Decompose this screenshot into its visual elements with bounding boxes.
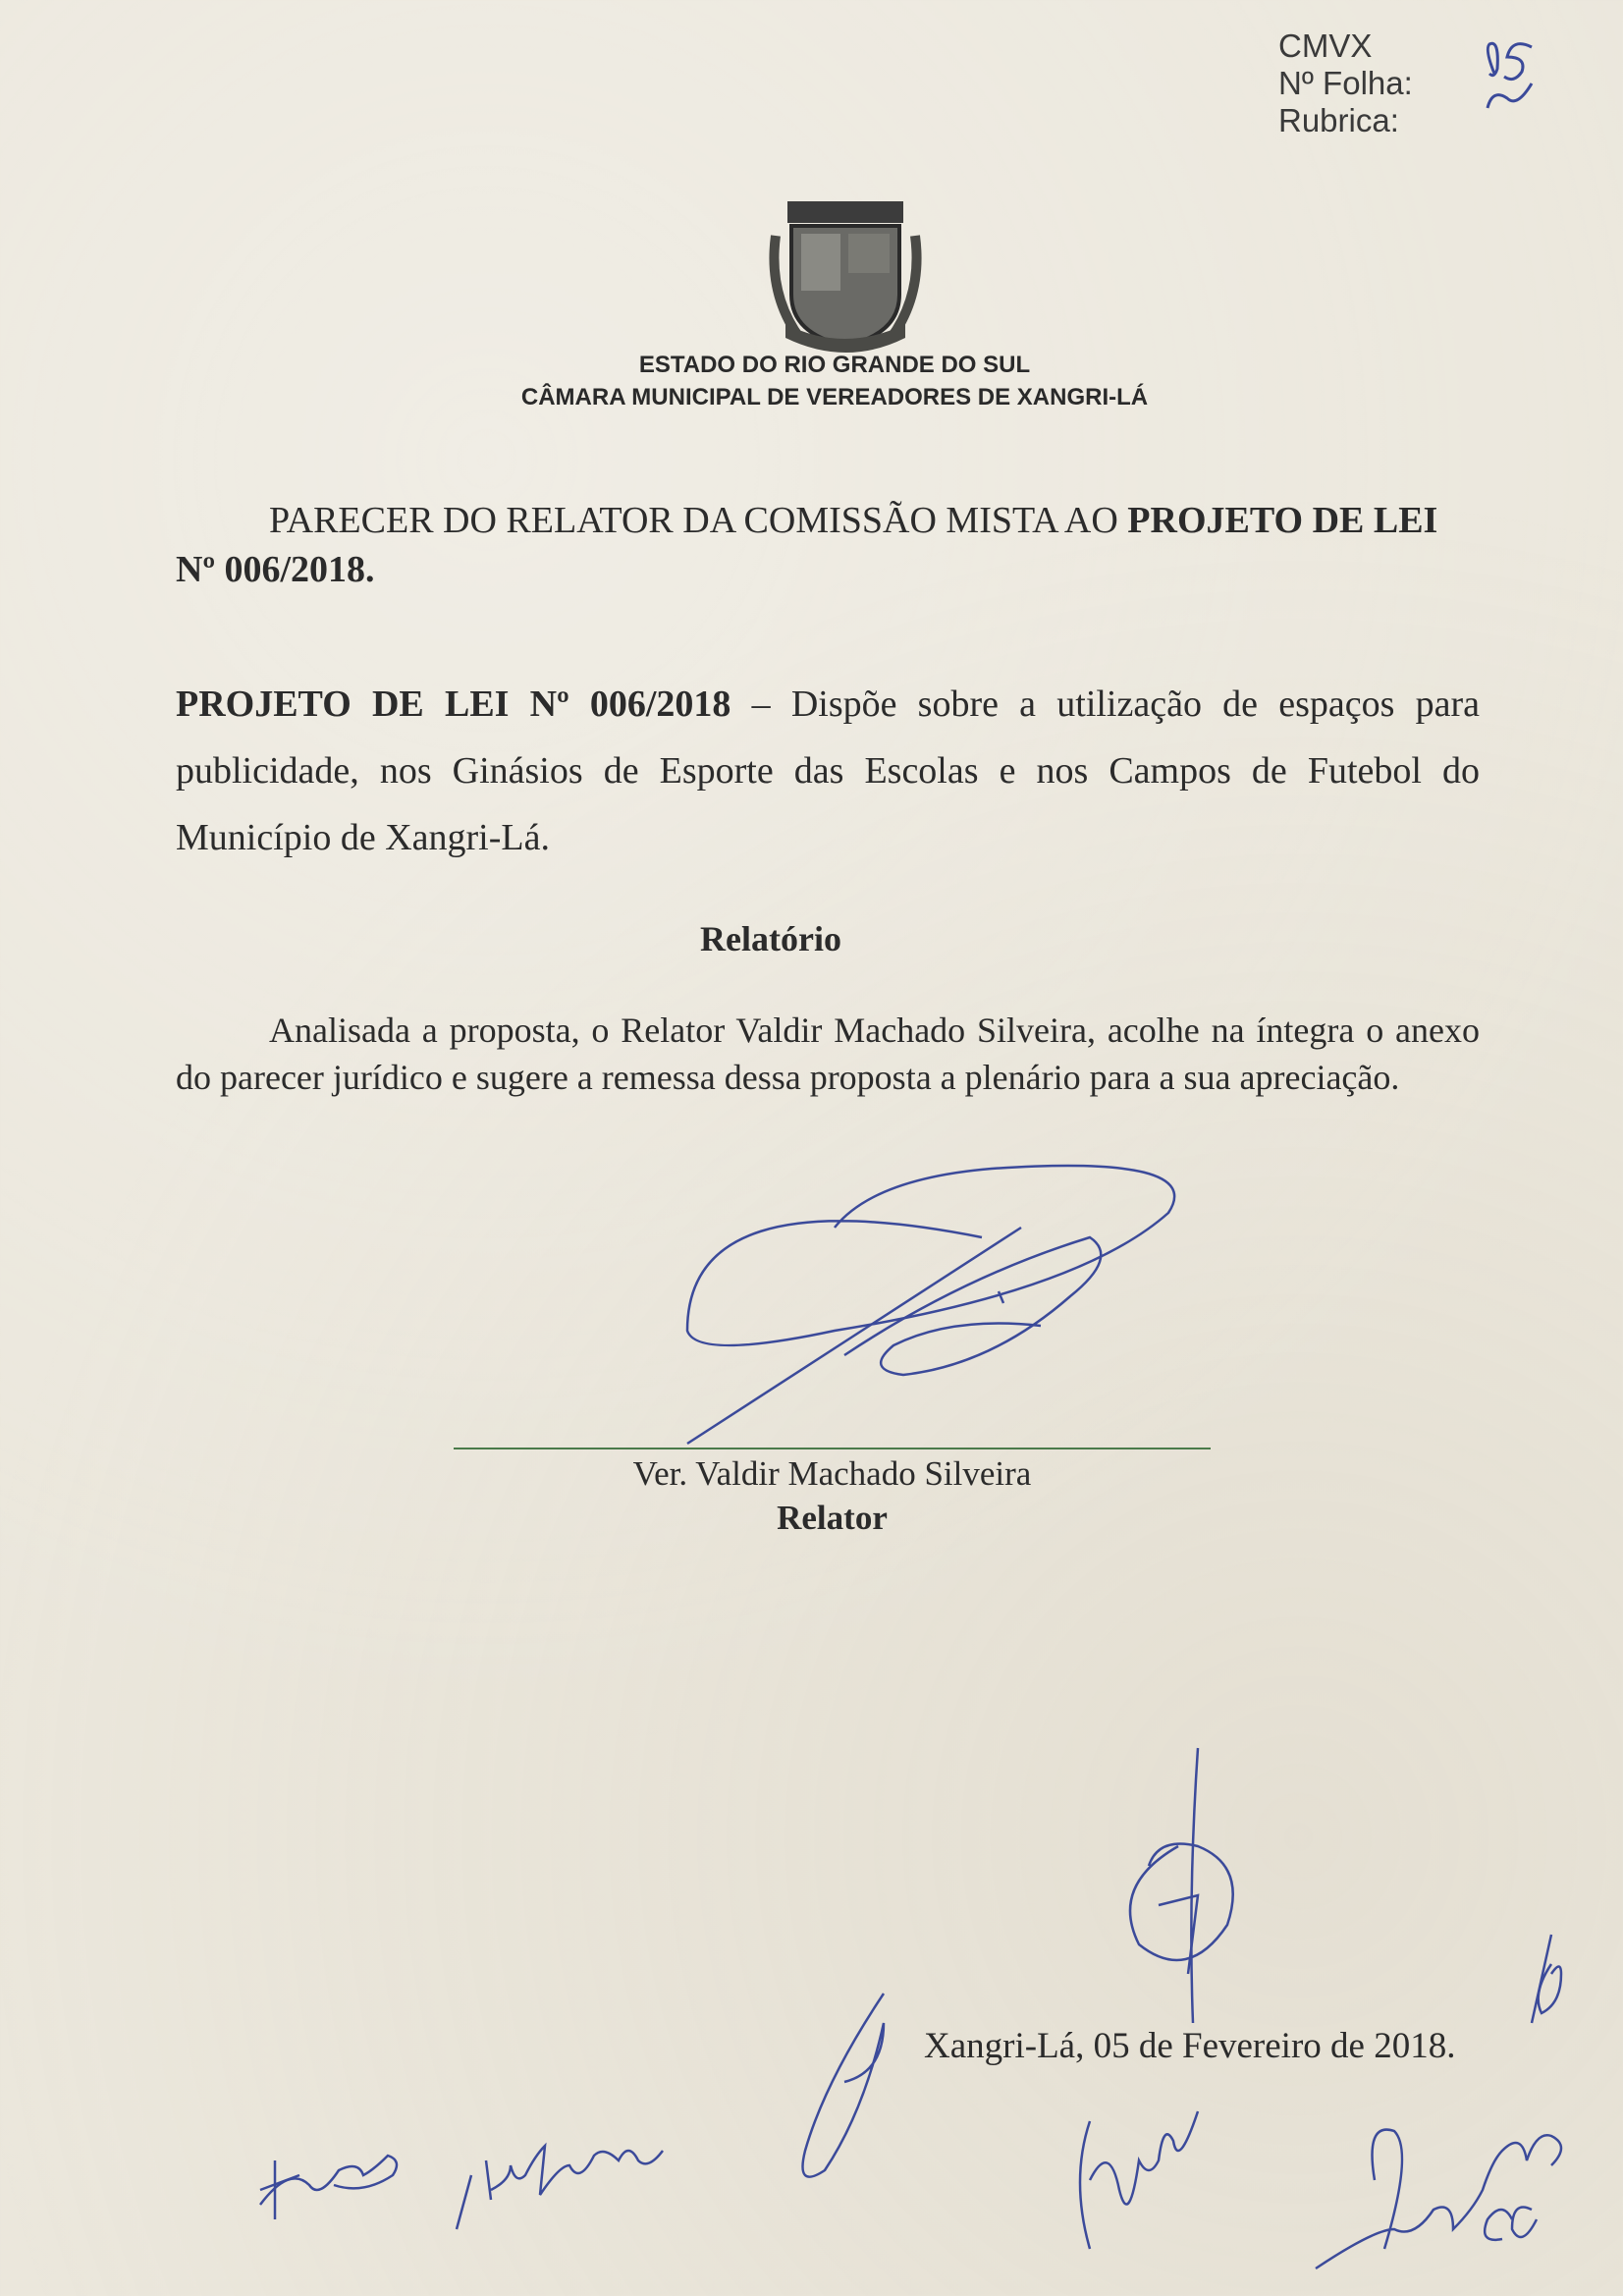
- relatorio-paragraph: Analisada a proposta, o Relator Valdir Machado Silveira, acolhe na íntegra o anexo do parecer jurídico e sugere a remessa dessa proposta a plenário para a sua apreciação.: [176, 1011, 1480, 1097]
- document-title: [176, 496, 1480, 594]
- committee-signatures: [260, 1748, 1561, 2269]
- title-prefix: PARECER DO RELATOR DA COMISSÃO MISTA AO: [269, 500, 1128, 541]
- relator-signature: [687, 1166, 1174, 1444]
- stamp-line-folha: Nº Folha:: [1278, 65, 1413, 101]
- projeto-text: – Dispõe sobre a utilização de espaços para publicidade, nos Ginásios de Esporte das Escolas e nos Campos de Futebol do Município de Xangri-Lá.: [176, 683, 1480, 858]
- header-state: ESTADO DO RIO GRANDE DO SUL: [638, 352, 1031, 378]
- signer-role: Relator: [777, 1499, 888, 1537]
- folha-number-handwritten: [1488, 43, 1532, 108]
- projeto-bold: PROJETO DE LEI Nº 006/2018: [176, 683, 731, 725]
- signer-block: [454, 1451, 1211, 1540]
- projeto-paragraph: [176, 671, 1480, 871]
- stamp-line-cmvx: CMVX: [1278, 27, 1373, 64]
- header-chamber: CÂMARA MUNICIPAL DE VEREADORES DE XANGRI-LÁ: [520, 384, 1149, 410]
- title-bold: PROJETO DE LEI Nº 006/2018.: [176, 500, 1438, 590]
- signature-line: [454, 1448, 1211, 1449]
- signer-name: Ver. Valdir Machado Silveira: [632, 1454, 1032, 1493]
- document-header: [0, 349, 1623, 413]
- municipal-crest-logo: [774, 201, 916, 353]
- document-date: Xangri-Lá, 05 de Fevereiro de 2018.: [924, 2026, 1456, 2066]
- relatorio-heading: Relatório: [700, 919, 841, 958]
- stamp-line-rubrica: Rubrica:: [1278, 102, 1399, 138]
